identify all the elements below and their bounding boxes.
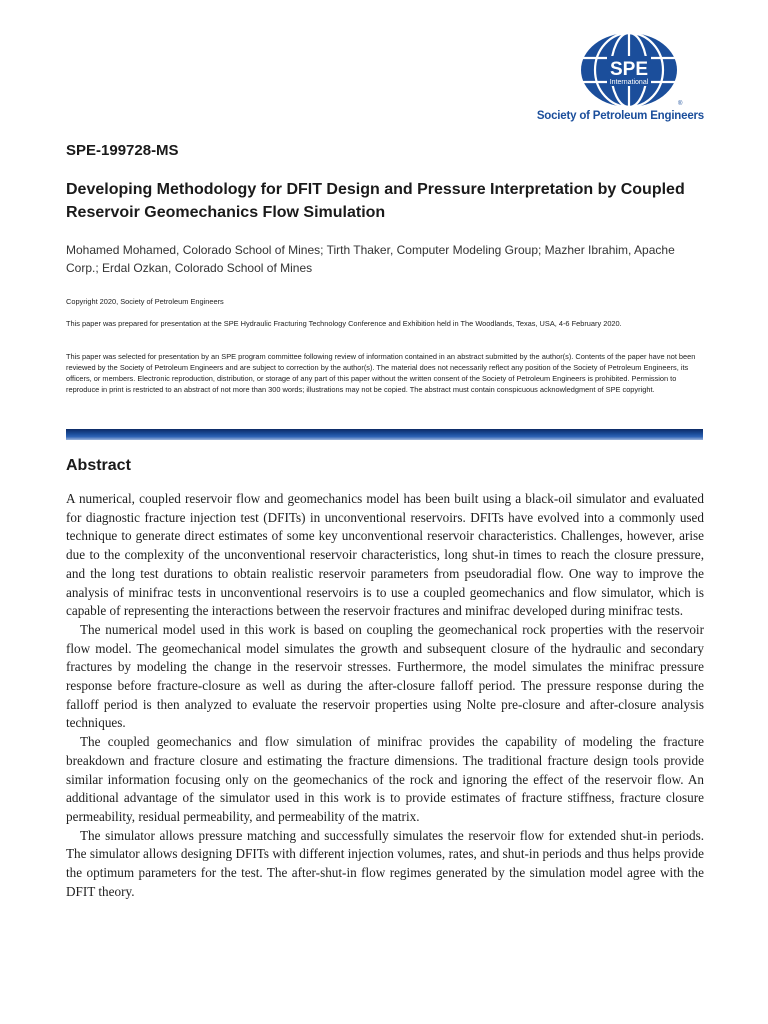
abstract-paragraph: The numerical model used in this work is based on coupling the geomechanical rock properties with the reservoir flow model. The geomechanical model simulates the growth and subsequent closure of the hydraulic and secondary fractures by modeling the change in the reservoir stresses. Furthermore, the model simulates the minifrac pressure response before fracture-closure as well as during the after-closure falloff period. The pressure response during the falloff period is then analyzed to evaluate the reservoir properties using Nolte pre-closure and after-closure analysis techniques.	[66, 621, 704, 731]
authors: Mohamed Mohamed, Colorado School of Mines; Tirth Thaker, Computer Modeling Group; Mazher Ibrahim, Apache Corp.; Erdal Ozkan, Colorado School of Mines	[66, 243, 675, 275]
abstract-body	[66, 490, 704, 901]
logo-emblem-text: SPE	[609, 59, 649, 80]
presentation-notice: This paper was prepared for presentation at the SPE Hydraulic Fracturing Technology Conference and Exhibition held in The Woodlands, Texas, USA, 4-6 February 2020.	[66, 319, 622, 328]
logo-emblem-subtext: International	[609, 79, 649, 86]
review-notice: This paper was selected for presentation by an SPE program committee following review of information contained in an abstract submitted by the author(s). Contents of the paper have not been reviewed by the Society of Petroleum Engineers and are subject to correction by the author(s). The material does not necessarily reflect any position of the Society of Petroleum Engineers, its officers, or members. Electronic reproduction, distribution, or storage of any part of this paper without the written consent of the Society of Petroleum Engineers is prohibited. Permission to reproduce in print is restricted to an abstract of not more than 300 words; illustrations may not be copied. The abstract must contain conspicuous acknowledgment of SPE copyright.	[66, 352, 696, 394]
logo-caption: Society of Petroleum Engineers	[536, 110, 704, 122]
paper-title: Developing Methodology for DFIT Design and Pressure Interpretation by Coupled Reservoir Geomechanics Flow Simulation	[66, 181, 685, 221]
paper-id: SPE-199728-MS	[66, 142, 179, 159]
globe-icon	[574, 32, 684, 110]
abstract-paragraph: The simulator allows pressure matching and successfully simulates the reservoir flow for extended shut-in periods. The simulator allows designing DFITs with different injection volumes, rates, and shut-in periods and thus helps provide the optimum parameters for the test. The after-shut-in flow regimes generated by the simulation model agree with the DFIT theory.	[66, 827, 704, 899]
abstract-paragraph: The coupled geomechanics and flow simulation of minifrac provides the capability of modeling the fracture breakdown and fracture closure and estimating the fracture dimensions. The traditional fracture design tools provide similar information focusing only on the geomechanics of the rock and ignoring the effect of the reservoir flow. An additional advantage of the simulator used in this work is to provide estimates of fracture stiffness, fracture closure permeability, residual permeability, and permeability of the matrix.	[66, 734, 704, 824]
svg-text:®: ®	[678, 101, 683, 107]
copyright-notice: Copyright 2020, Society of Petroleum Engineers	[66, 297, 224, 306]
spe-logo	[536, 32, 704, 127]
section-divider	[66, 429, 703, 440]
abstract-heading: Abstract	[66, 457, 131, 474]
abstract-paragraph: A numerical, coupled reservoir flow and geomechanics model has been built using a black-oil simulator and evaluated for diagnostic fracture injection test (DFITs) in unconventional reservoirs. DFITs have evolved into a commonly used technique to generate direct estimates of some key unconventional reservoir characteristics. Challenges, however, arise due to the complexity of the unconventional reservoir characteristics, long shut-in times to reach the closure pressure, and the long test durations to obtain realistic reservoir parameters from pseudoradial flow. One way to improve the analysis of minifrac tests in unconventional reservoirs is to use a coupled geomechanics and flow simulator, which is capable of representing the interactions between the reservoir fractures and minifrac developed during minifrac tests.	[66, 491, 704, 619]
